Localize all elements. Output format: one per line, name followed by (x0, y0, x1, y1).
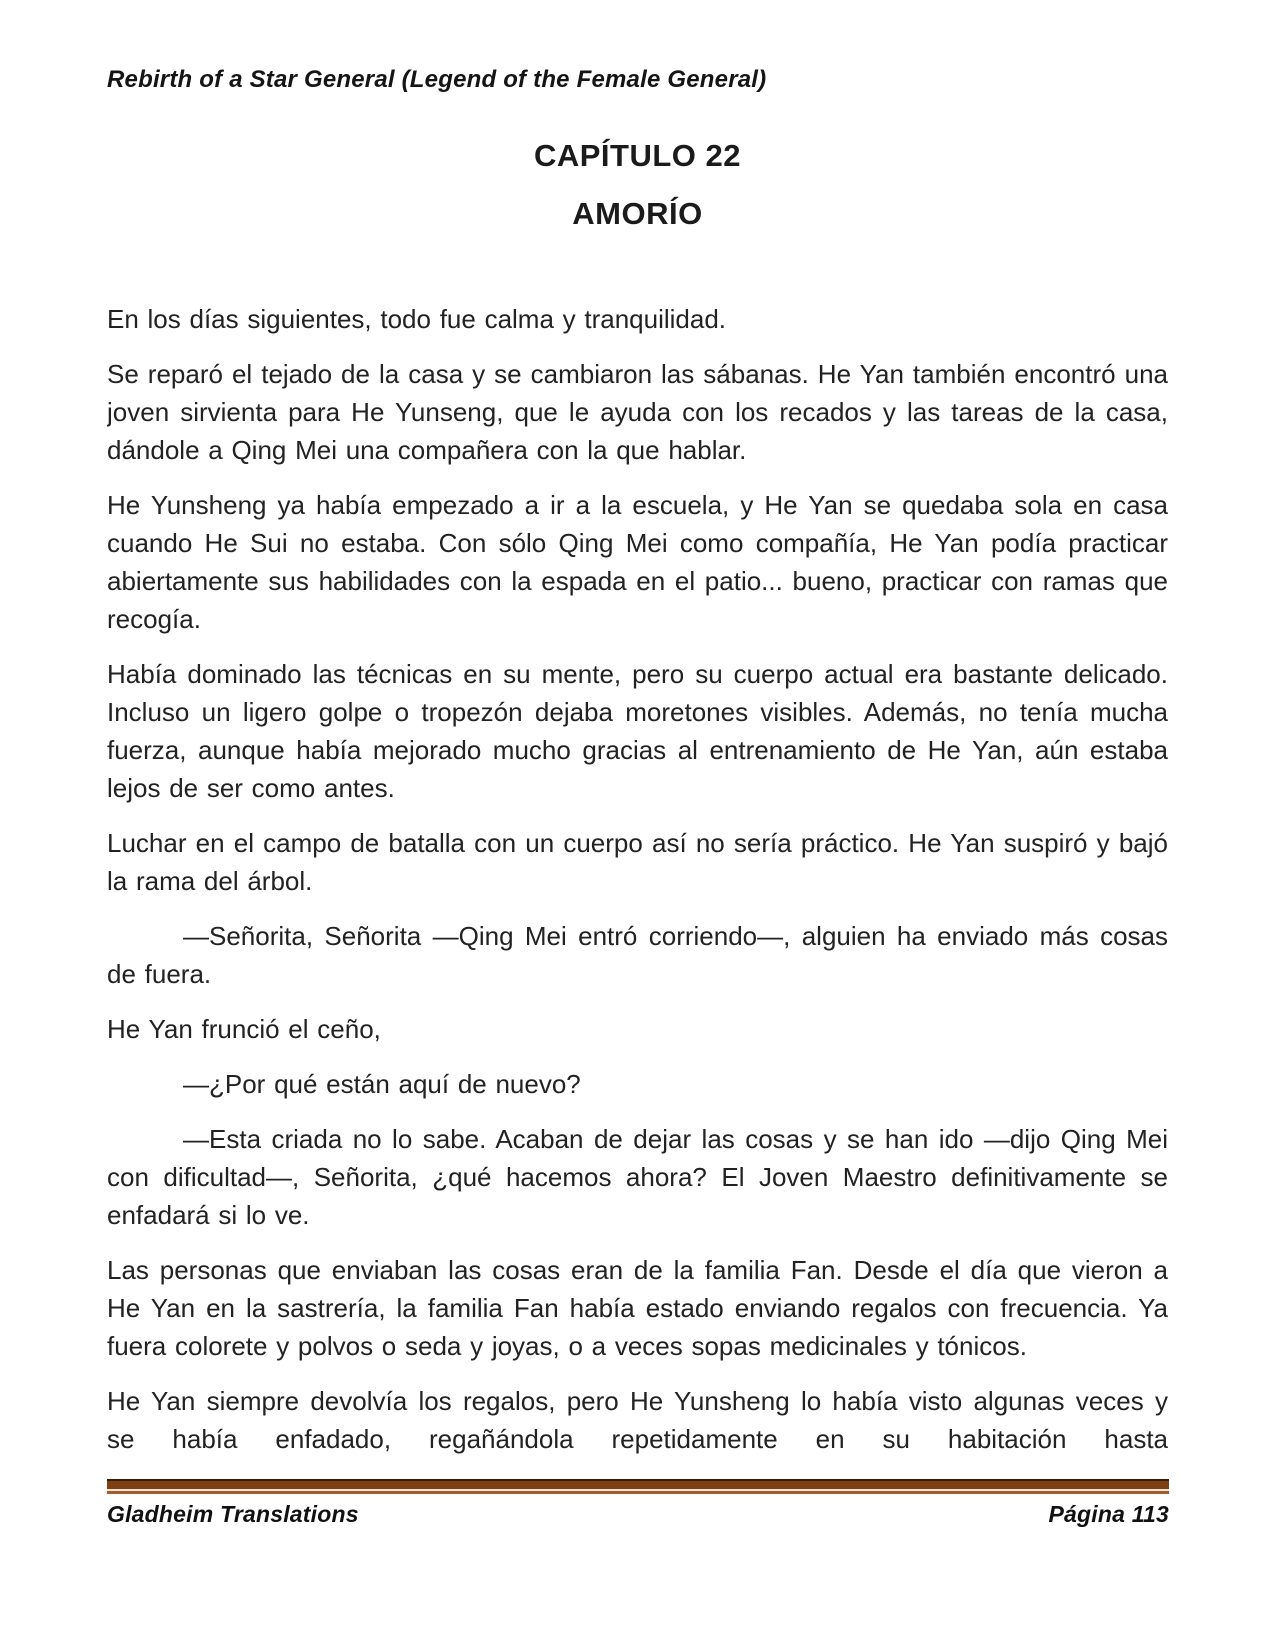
dialogue-paragraph: —¿Por qué están aquí de nuevo? (183, 1069, 581, 1099)
chapter-heading (0, 138, 1275, 232)
running-header-book-title: Rebirth of a Star General (Legend of the Female General) (107, 66, 767, 93)
dialogue-paragraph: —Esta criada no lo sabe. Acaban de dejar las cosas y se han ido —dijo Qing Mei con dificultad—, Señorita, ¿qué hacemos ahora? El Joven Maestro definitivamente se enfadará si lo ve. (107, 1124, 1168, 1230)
footer-translator-credit: Gladheim Translations (107, 1501, 359, 1527)
footer-text-row (107, 1501, 1169, 1528)
page-footer (107, 1479, 1169, 1528)
body-paragraph: Se reparó el tejado de la casa y se cambiaron las sábanas. He Yan también encontró una joven sirvienta para He Yunseng, que le ayuda con los recados y las tareas de la casa, dándole a Qing Mei una compañera con la que hablar. (107, 359, 1168, 465)
body-paragraph: Luchar en el campo de batalla con un cuerpo así no sería práctico. He Yan suspiró y bajó la rama del árbol. (107, 828, 1168, 896)
body-paragraph: En los días siguientes, todo fue calma y tranquilidad. (107, 304, 727, 334)
body-paragraph: He Yan frunció el ceño, (107, 1014, 381, 1044)
body-paragraph-continued: He Yan siempre devolvía los regalos, pero He Yunsheng lo había visto algunas veces y se había enfadado, regañándola repetidamente en su habitación hasta (107, 1386, 1168, 1454)
chapter-body (107, 300, 1168, 1472)
chapter-title: AMORÍO (572, 196, 703, 231)
body-paragraph: Las personas que enviaban las cosas eran de la familia Fan. Desde el día que vieron a He Yan en la sastrería, la familia Fan había estado enviando regalos con frecuencia. Ya fuera colorete y polvos o seda y joyas, o a veces sopas medicinales y tónicos. (107, 1255, 1168, 1361)
body-paragraph: He Yunsheng ya había empezado a ir a la escuela, y He Yan se quedaba sola en casa cuando He Sui no estaba. Con sólo Qing Mei como compañía, He Yan podía practicar abiertamente sus habilidades con la espada en el patio... bueno, practicar con ramas que recogía. (107, 490, 1168, 634)
footer-rule-light-line (107, 1491, 1169, 1494)
footer-rule (107, 1479, 1169, 1494)
body-paragraph: Había dominado las técnicas en su mente, pero su cuerpo actual era bastante delicado. Incluso un ligero golpe o tropezón dejaba moretones visibles. Además, no tenía mucha fuerza, aunque había mejorado mucho gracias al entrenamiento de He Yan, aún estaba lejos de ser como antes. (107, 659, 1168, 803)
dialogue-paragraph: —Señorita, Señorita —Qing Mei entró corriendo—, alguien ha enviado más cosas de fuera. (107, 921, 1168, 989)
chapter-number: CAPÍTULO 22 (533, 138, 742, 173)
footer-rule-thick-bar (107, 1481, 1169, 1489)
footer-page-number: Página 113 (1048, 1501, 1169, 1527)
